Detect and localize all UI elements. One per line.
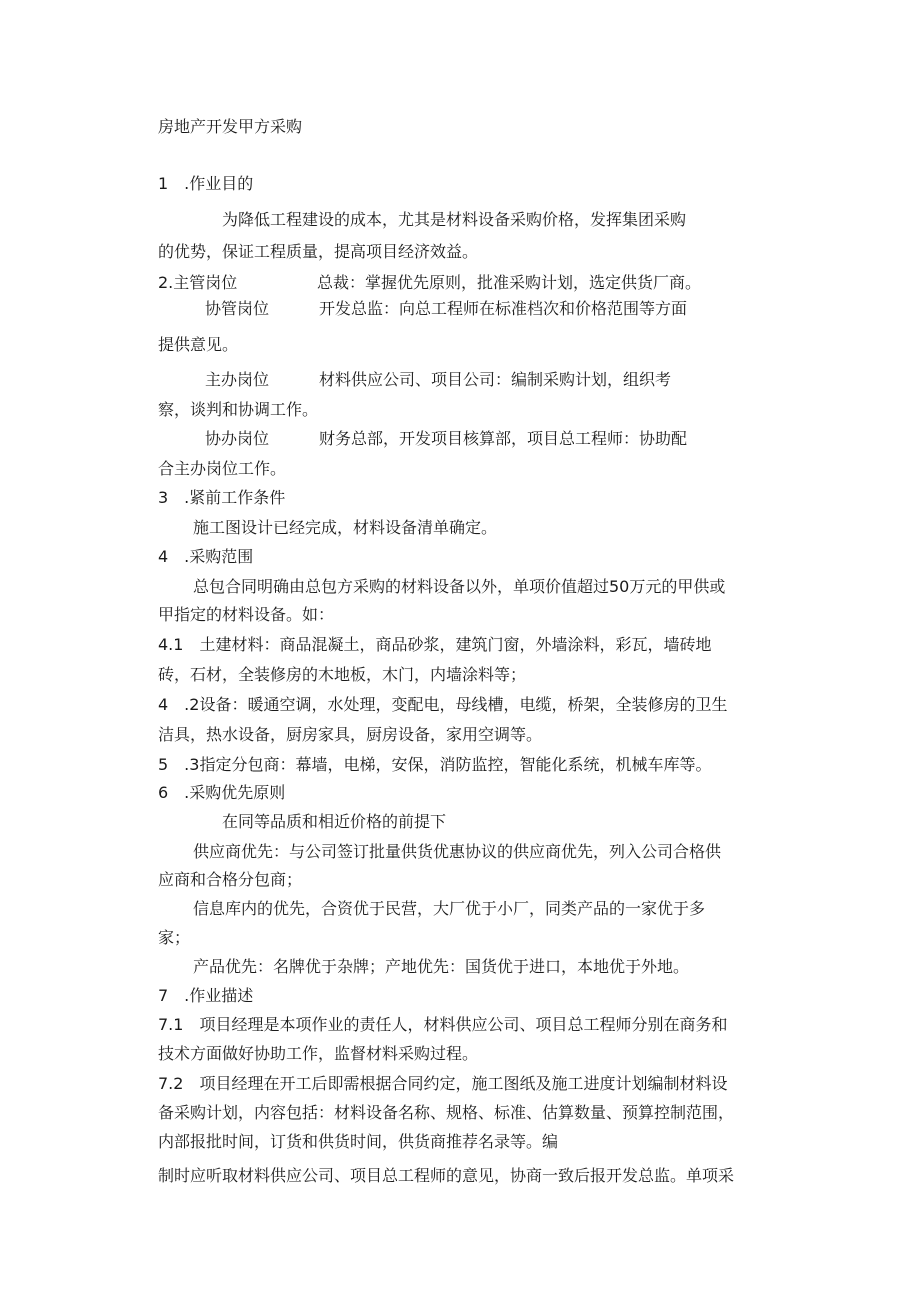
section-heading: 6 .采购优先原则 — [158, 783, 286, 802]
role-label: 协办岗位 — [205, 429, 270, 448]
paragraph-line: 为降低工程建设的成本，尤其是材料设备采购价格，发挥集团采购 — [222, 210, 687, 229]
paragraph-line: 甲指定的材料设备。如： — [158, 605, 335, 624]
paragraph-line: 材料供应公司、项目公司：编制采购计划，组织考 — [319, 370, 672, 389]
paragraph-line: 合主办岗位工作。 — [158, 459, 287, 478]
paragraph-line: 5 .3指定分包商：幕墙，电梯，安保，消防监控，智能化系统，机械车库等。 — [158, 755, 712, 774]
paragraph-line: 提供意见。 — [158, 335, 239, 354]
paragraph-line: 制时应听取材料供应公司、项目总工程师的意见，协商一致后报开发总监。单项采 — [158, 1166, 735, 1185]
paragraph-line: 总包合同明确由总包方采购的材料设备以外，单项价值超过50万元的甲供或 — [193, 577, 726, 596]
section-heading: 4 .采购范围 — [158, 547, 254, 566]
section-heading: 1 .作业目的 — [158, 174, 254, 193]
paragraph-line: 的优势，保证工程质量，提高项目经济效益。 — [158, 242, 479, 261]
paragraph-line: 4.1 土建材料：商品混凝土，商品砂浆，建筑门窗，外墙涂料，彩瓦，墙砖地 — [158, 635, 712, 654]
paragraph-line: 财务总部，开发项目核算部，项目总工程师：协助配 — [319, 429, 688, 448]
paragraph-line: 7.2 项目经理在开工后即需根据合同约定，施工图纸及施工进度计划编制材料设 — [158, 1074, 728, 1093]
role-label: 主办岗位 — [205, 370, 270, 389]
paragraph-line: 家； — [158, 928, 191, 947]
paragraph-line: 在同等品质和相近价格的前提下 — [222, 812, 447, 831]
paragraph-line: 洁具，热水设备，厨房家具，厨房设备，家用空调等。 — [158, 725, 543, 744]
paragraph-line: 7.1 项目经理是本项作业的责任人，材料供应公司、项目总工程师分别在商务和 — [158, 1015, 728, 1034]
paragraph-line: 供应商优先：与公司签订批量供货优惠协议的供应商优先，列入公司合格供 — [193, 842, 722, 861]
paragraph-line: 内部报批时间，订货和供货时间，供货商推荐名录等。编 — [158, 1132, 559, 1151]
paragraph-line: 砖，石材，全装修房的木地板，木门，内墙涂料等； — [158, 665, 527, 684]
paragraph-line: 施工图设计已经完成，材料设备清单确定。 — [193, 518, 498, 537]
paragraph-line: 4 .2设备：暖通空调，水处理，变配电，母线槽，电缆，桥架，全装修房的卫生 — [158, 695, 728, 714]
paragraph-line: 信息库内的优先，合资优于民营，大厂优于小厂，同类产品的一家优于多 — [193, 899, 706, 918]
section-heading: 2.主管岗位 — [158, 273, 238, 292]
paragraph-line: 开发总监：向总工程师在标准档次和价格范围等方面 — [319, 299, 688, 318]
role-label: 协管岗位 — [205, 299, 270, 318]
paragraph-line: 产品优先：名牌优于杂牌；产地优先：国货优于进口，本地优于外地。 — [193, 957, 690, 976]
paragraph-line: 察，谈判和协调工作。 — [158, 400, 319, 419]
paragraph-line: 总裁：掌握优先原则，批准采购计划，选定供货厂商。 — [317, 273, 702, 292]
paragraph-line: 技术方面做好协助工作，监督材料采购过程。 — [158, 1044, 479, 1063]
document-title: 房地产开发甲方采购 — [158, 117, 303, 136]
section-heading: 3 .紧前工作条件 — [158, 488, 286, 507]
paragraph-line: 应商和合格分包商； — [158, 870, 303, 889]
paragraph-line: 备采购计划，内容包括：材料设备名称、规格、标准、估算数量、预算控制范围， — [158, 1103, 735, 1122]
section-heading: 7 .作业描述 — [158, 986, 254, 1005]
